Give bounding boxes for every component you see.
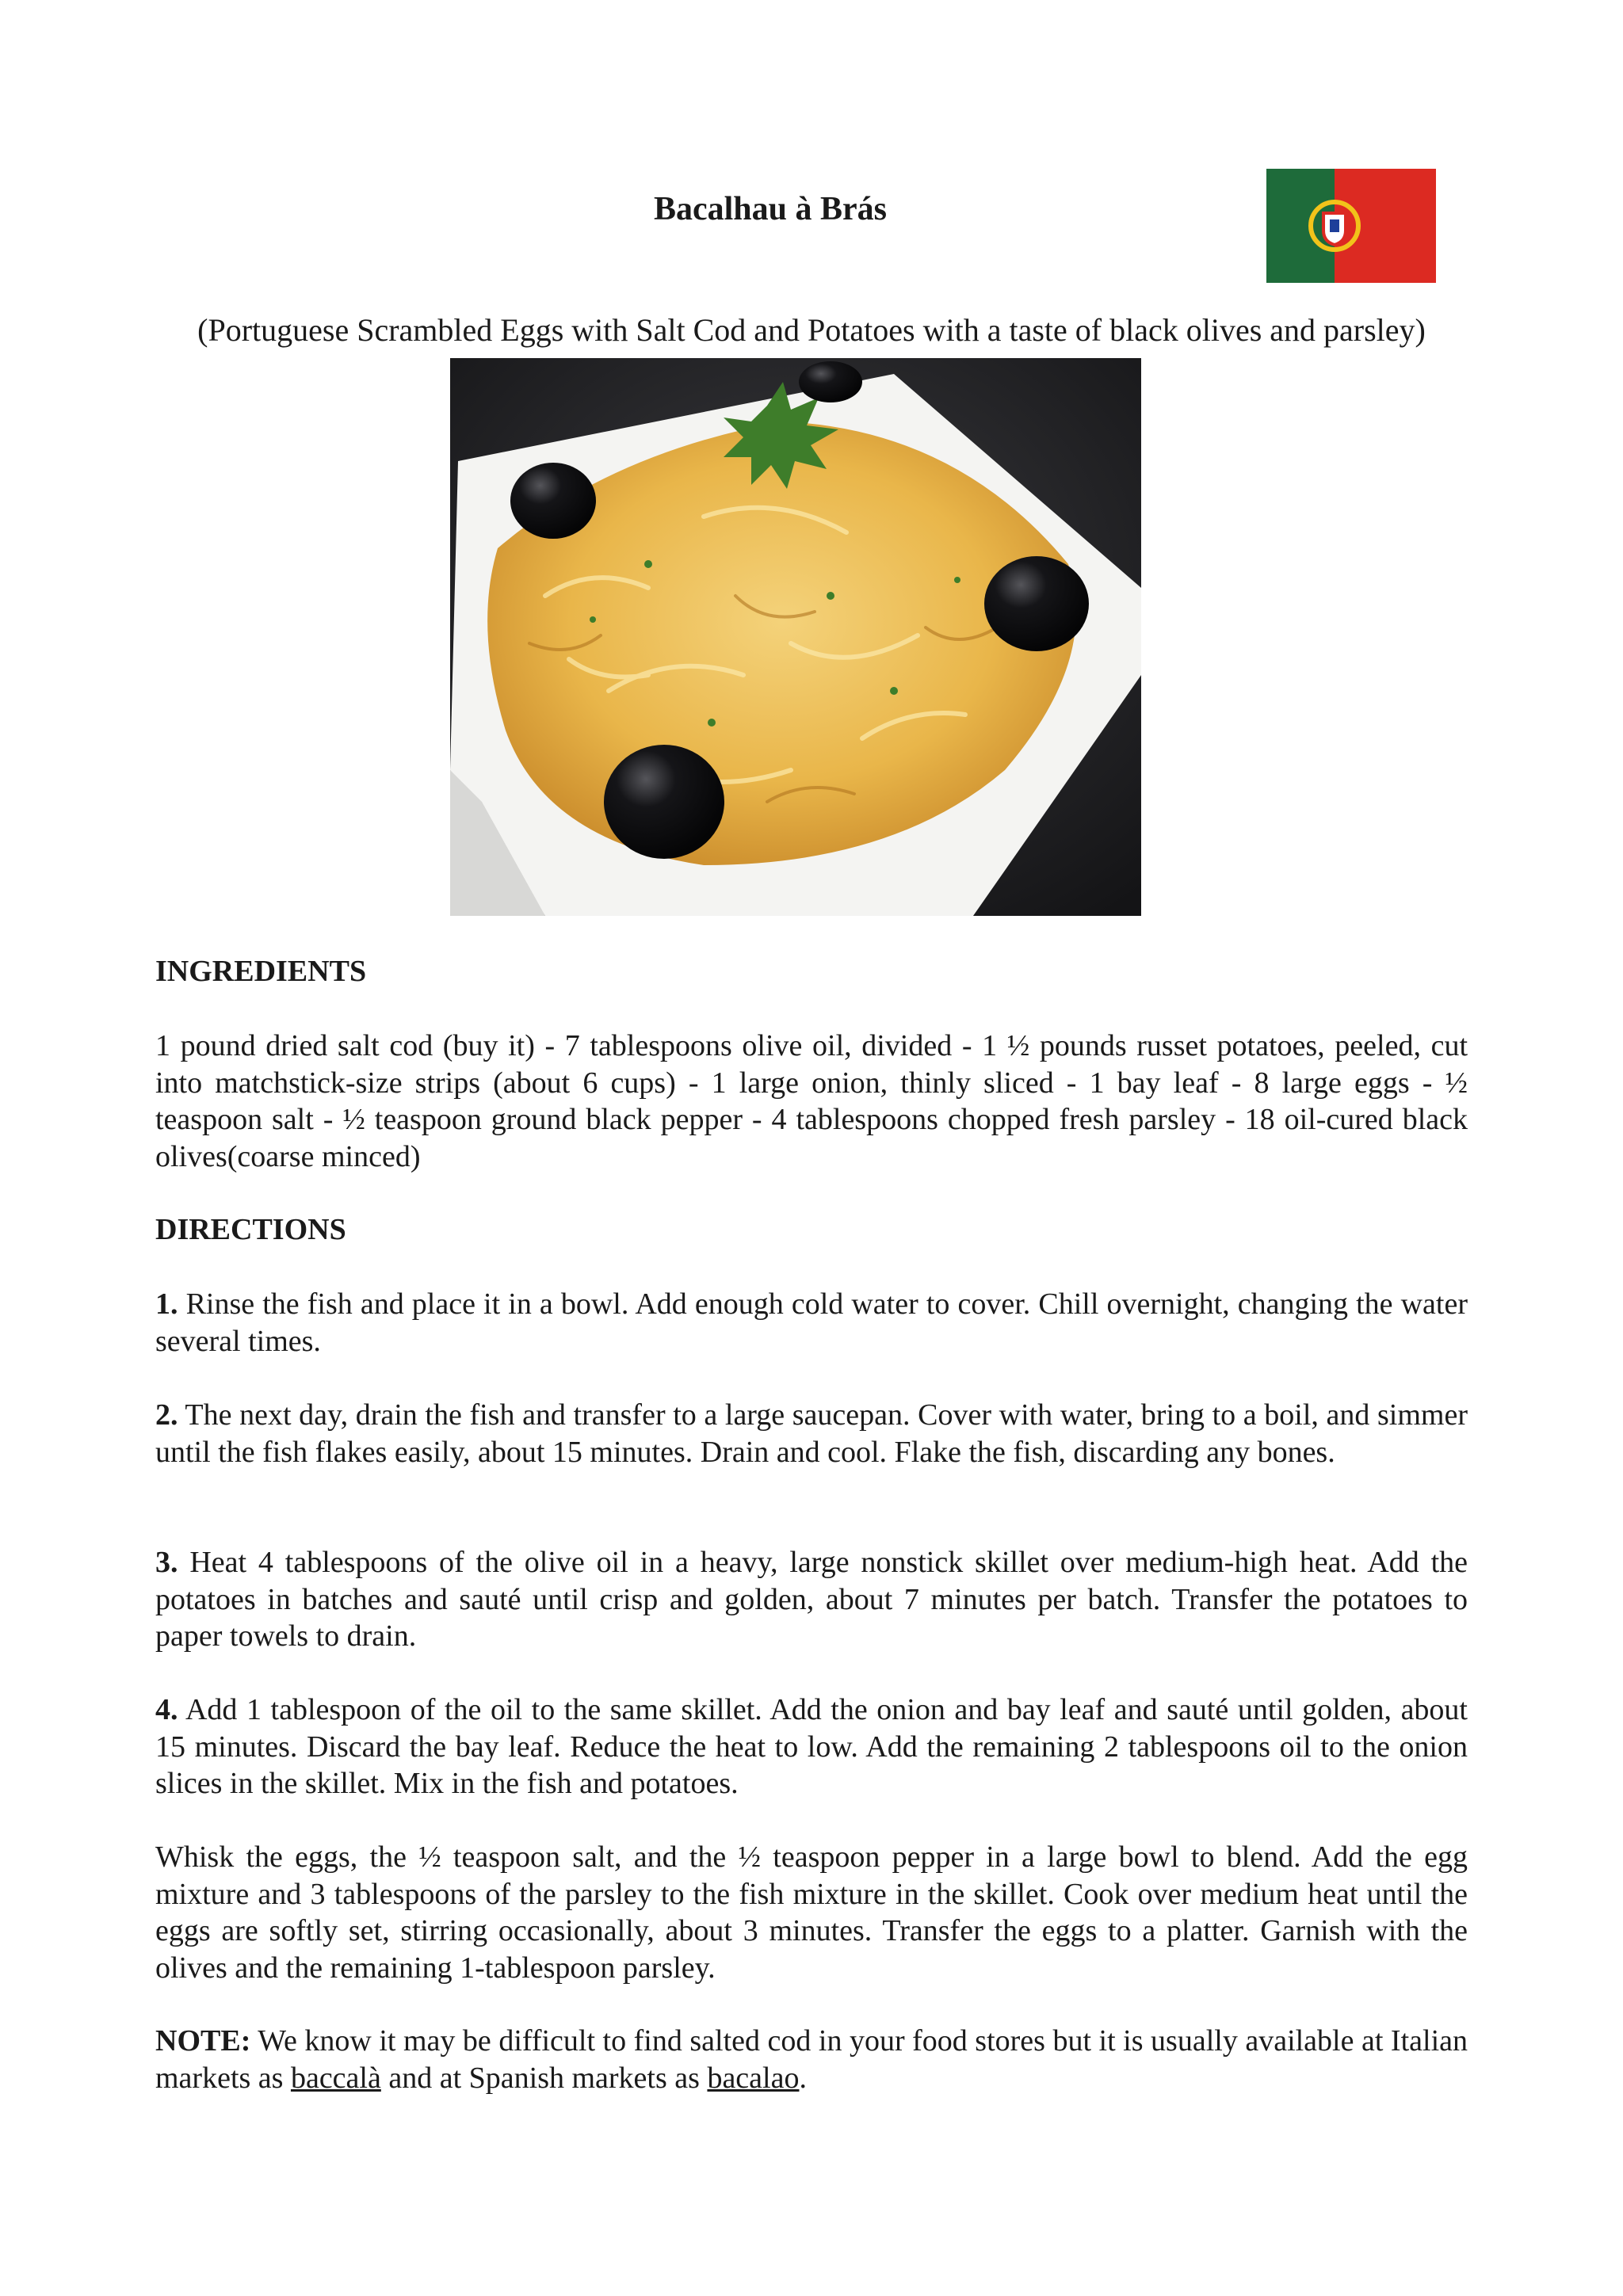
step-number: 1.: [155, 1287, 178, 1321]
step-text: Heat 4 tablespoons of the olive oil in a heavy, large nonstick skillet over medium-high heat. Add the potatoes in batches and sauté until crisp and golden, about 7 minutes per batch. Transfer the potatoes to paper towels to drain.: [155, 1546, 1468, 1653]
direction-final-step: Whisk the eggs, the ½ teaspoon salt, and the ½ teaspoon pepper in a large bowl to blend. Add the egg mixture and 3 tablespoons of the parsley to the fish mixture in the skillet. Cook over medium heat until the eggs are softly set, stirring occasionally, about 3 minutes. Transfer the eggs to a platter. Garnish with the olives and the remaining 1-tablespoon parsley.: [155, 1840, 1468, 1985]
direction-step-2: [155, 1397, 1468, 1470]
bacalao-link[interactable]: bacalao: [707, 2061, 800, 2095]
page-title: Bacalhau à Brás: [653, 191, 888, 227]
baccala-link[interactable]: baccalà: [290, 2061, 381, 2095]
note-text: We know it may be difficult to find salted cod in your food stores but it is usually available at Italian markets as: [155, 2024, 1468, 2095]
page-subtitle: (Portuguese Scrambled Eggs with Salt Cod and Potatoes with a taste of black olives and parsley): [197, 312, 1426, 348]
direction-step-4: [155, 1691, 1468, 1802]
ingredients-heading: INGREDIENTS: [155, 955, 367, 988]
step-text: The next day, drain the fish and transfer to a large saucepan. Cover with water, bring to a boil, and simmer until the fish flakes easily, about 15 minutes. Drain and cool. Flake the fish, discarding any bones.: [155, 1398, 1468, 1469]
note-text: .: [799, 2061, 807, 2095]
step-number: 3.: [155, 1546, 178, 1579]
step-number: 4.: [155, 1693, 178, 1726]
dish-photo: [450, 358, 1141, 916]
note-text: and at Spanish markets as: [380, 2061, 708, 2095]
direction-step-1: [155, 1286, 1468, 1360]
step-text: Rinse the fish and place it in a bowl. Add enough cold water to cover. Chill overnight, changing the water several times.: [155, 1287, 1468, 1358]
direction-step-3: [155, 1544, 1468, 1655]
ingredients-list: 1 pound dried salt cod (buy it) - 7 tablespoons olive oil, divided - 1 ½ pounds russet potatoes, peeled, cut into matchstick-size strips (about 6 cups) - 1 large onion, thinly sliced - 1 bay leaf - 8 large eggs - ½ teaspoon salt - ½ teaspoon ground black pepper - 4 tablespoons chopped fresh parsley - 18 oil-cured black olives(coarse minced): [155, 1029, 1468, 1173]
step-text: Add 1 tablespoon of the oil to the same skillet. Add the onion and bay leaf and sauté until golden, about 15 minutes. Discard the bay leaf. Reduce the heat to low. Add the remaining 2 tablespoons oil to the onion slices in the skillet. Mix in the fish and potatoes.: [155, 1693, 1468, 1800]
step-number: 2.: [155, 1398, 178, 1432]
directions-heading: DIRECTIONS: [155, 1213, 346, 1246]
note-paragraph: [155, 2023, 1468, 2096]
note-label: NOTE:: [155, 2024, 251, 2058]
portugal-flag-icon: [1266, 169, 1436, 283]
